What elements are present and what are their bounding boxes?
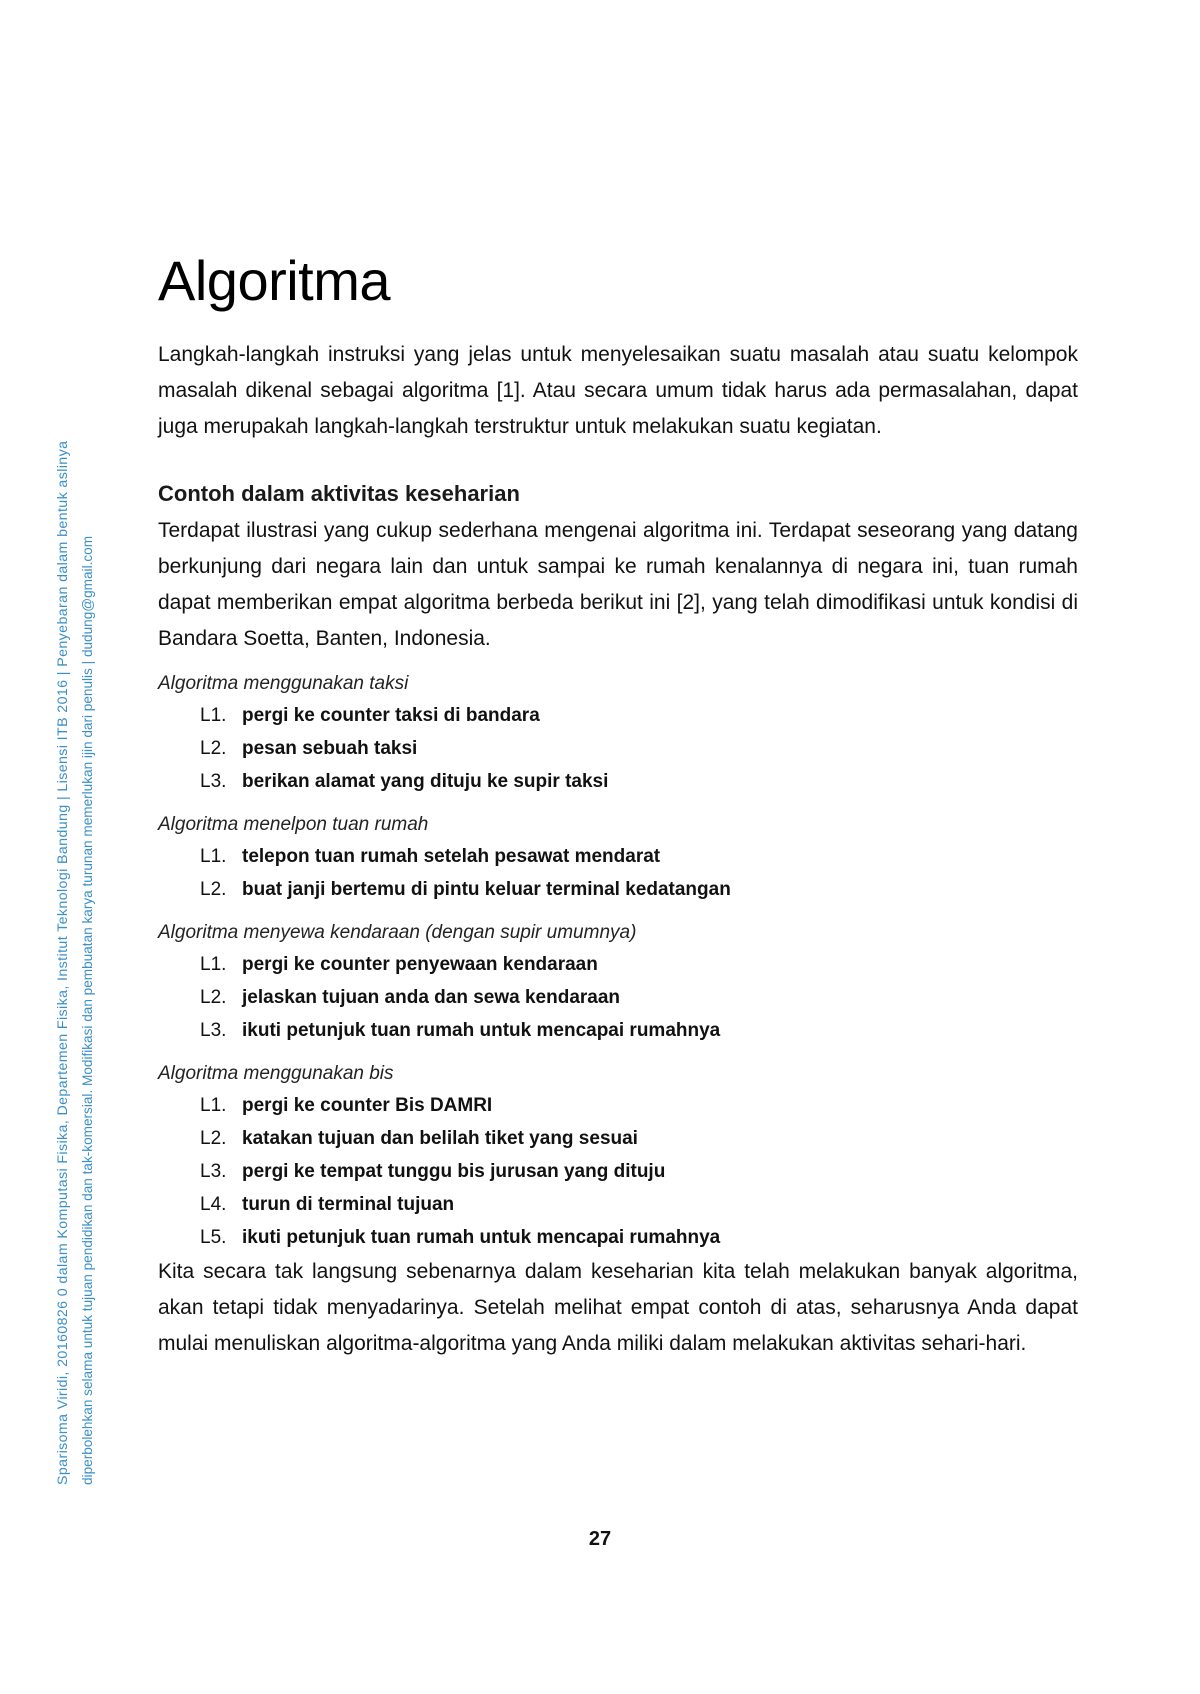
- page-title: Algoritma: [158, 249, 391, 312]
- algorithm-block-phone: [158, 814, 1078, 906]
- step-number: L1.: [200, 954, 227, 975]
- step-number: L4.: [200, 1194, 227, 1215]
- intro-paragraph: Langkah-langkah instruksi yang jelas untuk menyelesaikan suatu masalah atau suatu kelompok masalah dikenal sebagai algoritma [1]. Atau secara umum tidak harus ada permasalahan, dapat juga merupakah langkah-langkah terstruktur untuk melakukan suatu kegiatan.: [158, 343, 1078, 438]
- algorithm-block-bus: [158, 1063, 1078, 1254]
- step-item: [200, 1221, 1078, 1254]
- algorithm-steps: [158, 840, 1078, 906]
- step-item: [200, 1014, 1078, 1047]
- algorithm-block-rental: [158, 922, 1078, 1047]
- algorithm-block-taxi: [158, 673, 1078, 798]
- page-content: [158, 240, 1078, 1362]
- page-number: 27: [588, 1528, 612, 1550]
- step-item: [200, 1188, 1078, 1221]
- step-number: L1.: [200, 1095, 227, 1116]
- step-text: ikuti petunjuk tuan rumah untuk mencapai rumahnya: [242, 1227, 721, 1248]
- step-number: L3.: [200, 1020, 227, 1041]
- step-number: L2.: [200, 987, 227, 1008]
- step-text: ikuti petunjuk tuan rumah untuk mencapai rumahnya: [242, 1020, 721, 1041]
- license-note-line-1: Sparisoma Viridi, 20160826 0 dalam Komputasi Fisika, Departemen Fisika, Institut Teknologi Bandung | Lisensi ITB 2016 | Penyebaran dalam bentuk aslinya: [55, 440, 71, 1485]
- step-text: jelaskan tujuan anda dan sewa kendaraan: [242, 987, 621, 1008]
- step-item: [200, 948, 1078, 981]
- step-item: [200, 1155, 1078, 1188]
- algorithm-title: Algoritma menggunakan bis: [158, 1063, 394, 1084]
- step-item: [200, 732, 1078, 765]
- step-number: L1.: [200, 846, 227, 867]
- step-text: pergi ke counter penyewaan kendaraan: [242, 954, 598, 975]
- step-text: pergi ke counter Bis DAMRI: [242, 1095, 493, 1116]
- algorithm-steps: [158, 699, 1078, 798]
- step-item: [200, 765, 1078, 798]
- algorithm-steps: [158, 1089, 1078, 1254]
- step-text: katakan tujuan dan belilah tiket yang sesuai: [242, 1128, 638, 1149]
- step-item: [200, 1122, 1078, 1155]
- algorithm-steps: [158, 948, 1078, 1047]
- step-text: turun di terminal tujuan: [242, 1194, 455, 1215]
- step-number: L5.: [200, 1227, 227, 1248]
- step-item: [200, 873, 1078, 906]
- step-item: [200, 840, 1078, 873]
- section-paragraph: Terdapat ilustrasi yang cukup sederhana mengenai algoritma ini. Terdapat seseorang yang datang berkunjung dari negara lain dan untuk sampai ke rumah kenalannya di negara ini, tuan rumah dapat memberikan empat algoritma berbeda berikut ini [2], yang telah dimodifikasi untuk kondisi di Bandara Soetta, Banten, Indonesia.: [158, 519, 1078, 650]
- step-item: [200, 1089, 1078, 1122]
- step-text: berikan alamat yang dituju ke supir taksi: [242, 771, 609, 792]
- step-number: L2.: [200, 738, 227, 759]
- step-text: telepon tuan rumah setelah pesawat mendarat: [242, 846, 661, 867]
- step-text: buat janji bertemu di pintu keluar terminal kedatangan: [242, 879, 731, 900]
- step-number: L1.: [200, 705, 227, 726]
- step-text: pergi ke tempat tunggu bis jurusan yang dituju: [242, 1161, 666, 1182]
- step-item: [200, 699, 1078, 732]
- license-note-line-2: diperbolehkan selama untuk tujuan pendidikan dan tak-komersial. Modifikasi dan pembuatan karya turunan memerlukan ijin dari penulis | dudung@gmail.com: [80, 535, 95, 1485]
- algorithm-title: Algoritma menyewa kendaraan (dengan supir umumnya): [158, 922, 637, 943]
- step-text: pesan sebuah taksi: [242, 738, 418, 759]
- section-heading: Contoh dalam aktivitas keseharian: [158, 481, 520, 506]
- step-item: [200, 981, 1078, 1014]
- step-number: L2.: [200, 1128, 227, 1149]
- algorithm-title: Algoritma menggunakan taksi: [158, 673, 409, 694]
- step-text: pergi ke counter taksi di bandara: [242, 705, 540, 726]
- closing-paragraph: Kita secara tak langsung sebenarnya dalam keseharian kita telah melakukan banyak algoritma, akan tetapi tidak menyadarinya. Setelah melihat empat contoh di atas, seharusnya Anda dapat mulai menuliskan algoritma-algoritma yang Anda miliki dalam melakukan aktivitas sehari-hari.: [158, 1260, 1078, 1355]
- step-number: L2.: [200, 879, 227, 900]
- step-number: L3.: [200, 771, 227, 792]
- step-number: L3.: [200, 1161, 227, 1182]
- algorithm-title: Algoritma menelpon tuan rumah: [158, 814, 429, 835]
